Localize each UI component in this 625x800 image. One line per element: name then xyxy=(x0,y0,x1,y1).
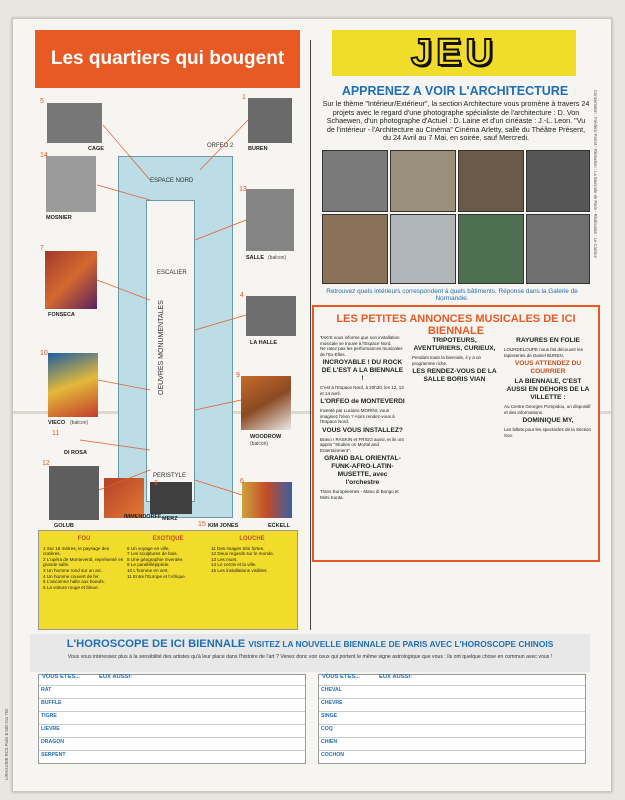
annonce-heading: LA BIENNALE, C'EST AUSSI EN DEHORS DE LA VILLETTE : xyxy=(506,378,590,401)
sign-label: COCHON xyxy=(321,752,345,758)
architecture-photo xyxy=(526,214,590,284)
section-title-quartiers: Les quartiers qui bougent xyxy=(35,30,300,88)
legend-item: 6 La voiture rouge et bleue. xyxy=(43,584,99,590)
architecture-photo xyxy=(458,150,524,212)
sign-label: LIEVRE xyxy=(41,726,60,732)
horoscope-subtitle: Vous vous intéressez plus à la sensibilité des artistes qu'à leur place dans l'histoire de l'art ? Venez donc voir ceux qui portent le même signe astrologique que vous : ils ont quelque chose en commun avec vous ! xyxy=(67,654,553,660)
legend-col-louche xyxy=(211,537,293,574)
annonce-text: Au Centre Georges Pompidou, un dispositif et des informations. xyxy=(504,404,591,415)
legend-item: 8 Une géographie inventée. xyxy=(127,556,184,562)
annonce-text: Trans Européennes - Mano di Bongo et Mimi Kunta. xyxy=(320,489,399,500)
horoscope-head-vous: VOUS ETES... xyxy=(322,674,361,680)
table-row xyxy=(319,750,585,760)
legend-col-exotique xyxy=(127,537,209,579)
caption-merz: MERZ xyxy=(162,516,178,522)
photo-num-merz: 3 xyxy=(154,480,158,487)
legend-item: 7 Les sculptures de bois. xyxy=(127,551,178,557)
balcon-label-woodrow: (balcon) xyxy=(250,441,269,447)
caption-la-halle: LA HALLE xyxy=(250,340,277,346)
legend-col-fou xyxy=(43,537,125,590)
annonce-heading: RAYURES EN FOLIE xyxy=(516,337,580,344)
legend-item: 11 Entre l'Europe et l'Afrique. xyxy=(127,573,187,579)
legend-item: 12 Deux regards sur le monde. xyxy=(211,551,275,557)
photo-num-immendorff: 8 xyxy=(112,512,116,519)
table-row xyxy=(319,698,585,708)
annonce-text: TAKIS vous informe que son installation musicale se trouve à l'Espace Nord. xyxy=(320,335,400,346)
annonce-heading: L'ORFEO de MONTEVERDI xyxy=(320,398,405,405)
annonces-col-1 xyxy=(320,335,405,500)
legend-item: 11 Des images très fortes. xyxy=(211,545,265,551)
photo-num-fonseca: 7 xyxy=(40,245,44,252)
architecture-text: Sur le thème "Intérieur/Extérieur", la section Architecture vous promène à travers 24 projets avec le regard d'une photographe spécialiste de l'architecture : D. Von Schaewen, d'un photographe d'Actuel : D. Laine et d'un cinéaste : J.-L. Leon. "Vu de l'intérieur - l'Architecture au Cinéma" Cinéma Arletty, salle du Théâtre Présent, du 24 Avril au 7 Mai, en soirée, sauf Mercredi. xyxy=(322,99,590,143)
legend-box xyxy=(38,530,298,630)
sign-label: RAT xyxy=(41,687,52,693)
caption-mosnier: MOSNIER xyxy=(46,215,72,221)
annonce-heading: INCROYABLE ! DU ROCK DE L'EST A LA BIENNALE ! xyxy=(321,359,404,382)
photo-num-woodrow: 9 xyxy=(236,372,240,379)
jeu-banner: JEU xyxy=(332,30,576,76)
architecture-title: APPRENEZ A VOIR L'ARCHITECTURE xyxy=(341,84,569,98)
horoscope-head-vous: VOUS ETES... xyxy=(42,674,81,680)
sign-label: DRAGON xyxy=(41,739,65,745)
sign-label: SERPENT xyxy=(41,752,66,758)
balcon-label-vieco: (balcon) xyxy=(70,420,89,426)
plan-label-oeuvres: OEUVRES MONUMENTALES xyxy=(158,300,165,395)
architecture-photo xyxy=(390,214,456,284)
annonce-heading: TRIPOTEURS, AVENTURIERS, CURIEUX, xyxy=(413,337,496,352)
legend-item: 10 L'homme en vert. xyxy=(127,567,169,573)
caption-buren: BUREN xyxy=(248,146,268,152)
annonce-text: LOURDELOUPE nous fait découvrir les tapisseries de Daniel BUREN. xyxy=(504,347,584,358)
caption-salle: SALLE xyxy=(246,255,265,261)
annonces-col-3 xyxy=(504,335,592,438)
horoscope-title-main: L'HOROSCOPE DE ICI BIENNALE xyxy=(66,638,246,650)
caption-fonseca: FONSECA xyxy=(48,312,75,318)
horoscope-title-rest: VISITEZ LA NOUVELLE BIENNALE DE PARIS AVEC L'HOROSCOPE CHINOIS xyxy=(248,639,554,649)
horoscope-head-eux: EUX AUSSI: xyxy=(379,674,412,680)
horoscope-head-eux: EUX AUSSI: xyxy=(99,674,132,680)
annonce-text: Les billets pour les spectacles de la Section Son. xyxy=(504,427,592,438)
caption-eckell: ECKELL xyxy=(268,523,290,529)
annonce-text: Pendant toute la biennale, il y a un programme riche. xyxy=(412,355,482,366)
annonce-heading: VOUS ATTENDEZ DU COURRIER xyxy=(514,360,582,375)
table-row xyxy=(39,698,305,708)
architecture-photo xyxy=(322,150,388,212)
horoscope-title xyxy=(40,638,580,650)
annonce-heading: VOUS VOUS INSTALLEZ? xyxy=(322,426,403,434)
plan-label-orfeo: ORFEO 2 xyxy=(207,143,234,149)
annonces-title: LES PETITES ANNONCES MUSICALES DE ICI BIENNALE xyxy=(336,313,576,337)
table-row xyxy=(319,685,585,695)
table-row xyxy=(319,711,585,721)
annonce-text: Ne ratez pas les performances musicales de l'Ex-Elles. xyxy=(320,346,403,357)
table-row xyxy=(319,724,585,734)
horoscope-table-right xyxy=(318,674,586,764)
photo-num-vieco: 10 xyxy=(40,350,48,357)
legend-item: 3 Un homme rond sur un arc. xyxy=(43,567,103,573)
caption-woodrow: WOODROW xyxy=(250,434,282,440)
table-row xyxy=(39,724,305,734)
photo-num-cage: 5 xyxy=(40,98,44,105)
legend-item: 4 Un homme couvert de fer. xyxy=(43,573,100,579)
sign-label: CHEVAL xyxy=(321,687,342,693)
caption-immendorff: IMMENDORFF xyxy=(124,514,162,520)
column-divider xyxy=(310,40,311,630)
caption-kim-jones: KIM JONES xyxy=(208,523,239,529)
legend-item: 13 Les murs. xyxy=(211,556,238,562)
photo-num-salle: 13 xyxy=(239,186,247,193)
table-row xyxy=(39,685,305,695)
caption-vieco: VIECO xyxy=(48,420,66,426)
petites-annonces-box xyxy=(312,305,600,562)
photo-num-di-rosa: 11 xyxy=(52,430,60,437)
sign-label: CHEVRE xyxy=(321,700,343,706)
photo-num-golub: 12 xyxy=(42,460,50,467)
caption-cage: CAGE xyxy=(88,146,104,152)
balcon-label-salle: (balcon) xyxy=(268,255,287,261)
architecture-photo xyxy=(322,214,388,284)
sign-label: COQ xyxy=(321,726,333,732)
annonce-heading: GRAND BAL ORIENTAL-FUNK-AFRO-LATIN-MUSETTE, avec l'orchestre xyxy=(324,455,401,486)
architecture-answer-note: Retrouvez quels intérieurs correspondent à quels bâtiments. Réponse dans la Galerie de Normandie. xyxy=(326,288,578,302)
sign-label: CHIEN xyxy=(321,739,338,745)
photo-num-mosnier: 14 xyxy=(40,152,48,159)
plan-label-espace-nord: ESPACE NORD xyxy=(150,178,194,184)
table-row xyxy=(39,750,305,760)
legend-title-fou: FOU xyxy=(77,536,91,542)
table-row xyxy=(319,737,585,747)
photo-num-la-halle: 4 xyxy=(240,292,244,299)
sign-label: SINGE xyxy=(321,713,338,719)
annonces-col-2 xyxy=(412,335,497,386)
sign-label: TIGRE xyxy=(41,713,57,719)
legend-item: 14 Le cercle et la ville. xyxy=(211,562,257,568)
annonce-heading: LES RENDEZ-VOUS DE LA SALLE BORIS VIAN xyxy=(412,368,497,383)
horoscope-table-left xyxy=(38,674,306,764)
architecture-photo xyxy=(458,214,524,284)
legend-item: 5 L'ancienne halle aux boeufs. xyxy=(43,579,105,585)
photo-num-eckell: 6 xyxy=(240,478,244,485)
legend-item: 1 Sur 16 mètres, le paysage des cratères. xyxy=(43,545,110,557)
legend-item: 2 L'opéra de Monteverdi, représenté en grande salle. xyxy=(43,556,124,568)
legend-item: 6 Un voyage en ville. xyxy=(127,545,170,551)
side-credits-right: Concertation : Frédéric Parrot - Rédaction : La Biennale de Paris - Réalisation : Le Camion xyxy=(593,90,598,259)
table-row xyxy=(39,737,305,747)
sign-label: BUFFLE xyxy=(41,700,62,706)
legend-item: 9 Le parallélépipède. xyxy=(127,562,170,568)
architecture-photo xyxy=(390,150,456,212)
legend-title-louche: LOUCHE xyxy=(239,536,265,542)
caption-di-rosa: DI ROSA xyxy=(64,450,87,456)
plan-label-escalier: ESCALIER xyxy=(157,270,187,276)
caption-golub: GOLUB xyxy=(54,523,74,529)
architecture-photo xyxy=(526,150,590,212)
annonce-heading: DOMINIQUE MY, xyxy=(522,417,574,424)
photo-num-kim-jones: 15 xyxy=(198,521,206,528)
legend-title-exotique: EXOTIQUE xyxy=(152,536,184,542)
annonce-text: Inventé par Luciano MORINI, vous imaginez l'Iéon ? Alors rendez-vous à l'Espace Nord. xyxy=(320,408,395,424)
plan-label-peristyle: PERISTYLE xyxy=(153,473,187,479)
annonce-text: C'est à l'Espace Nord, à 20h30, les 12, 13 et 14 avril. xyxy=(320,385,404,396)
annonce-text: Bravo ! RASKIN et FRIGO aussi, et ils ont appris "Studies on Mortal and Entertainment". xyxy=(320,436,404,453)
photo-num-buren: 1 xyxy=(242,94,246,101)
legend-item: 15 Les installations visibles. xyxy=(211,567,268,573)
side-credits-left: LIRAGUIDE RCS Paris B 582 011 762 xyxy=(4,708,9,780)
table-row xyxy=(39,711,305,721)
